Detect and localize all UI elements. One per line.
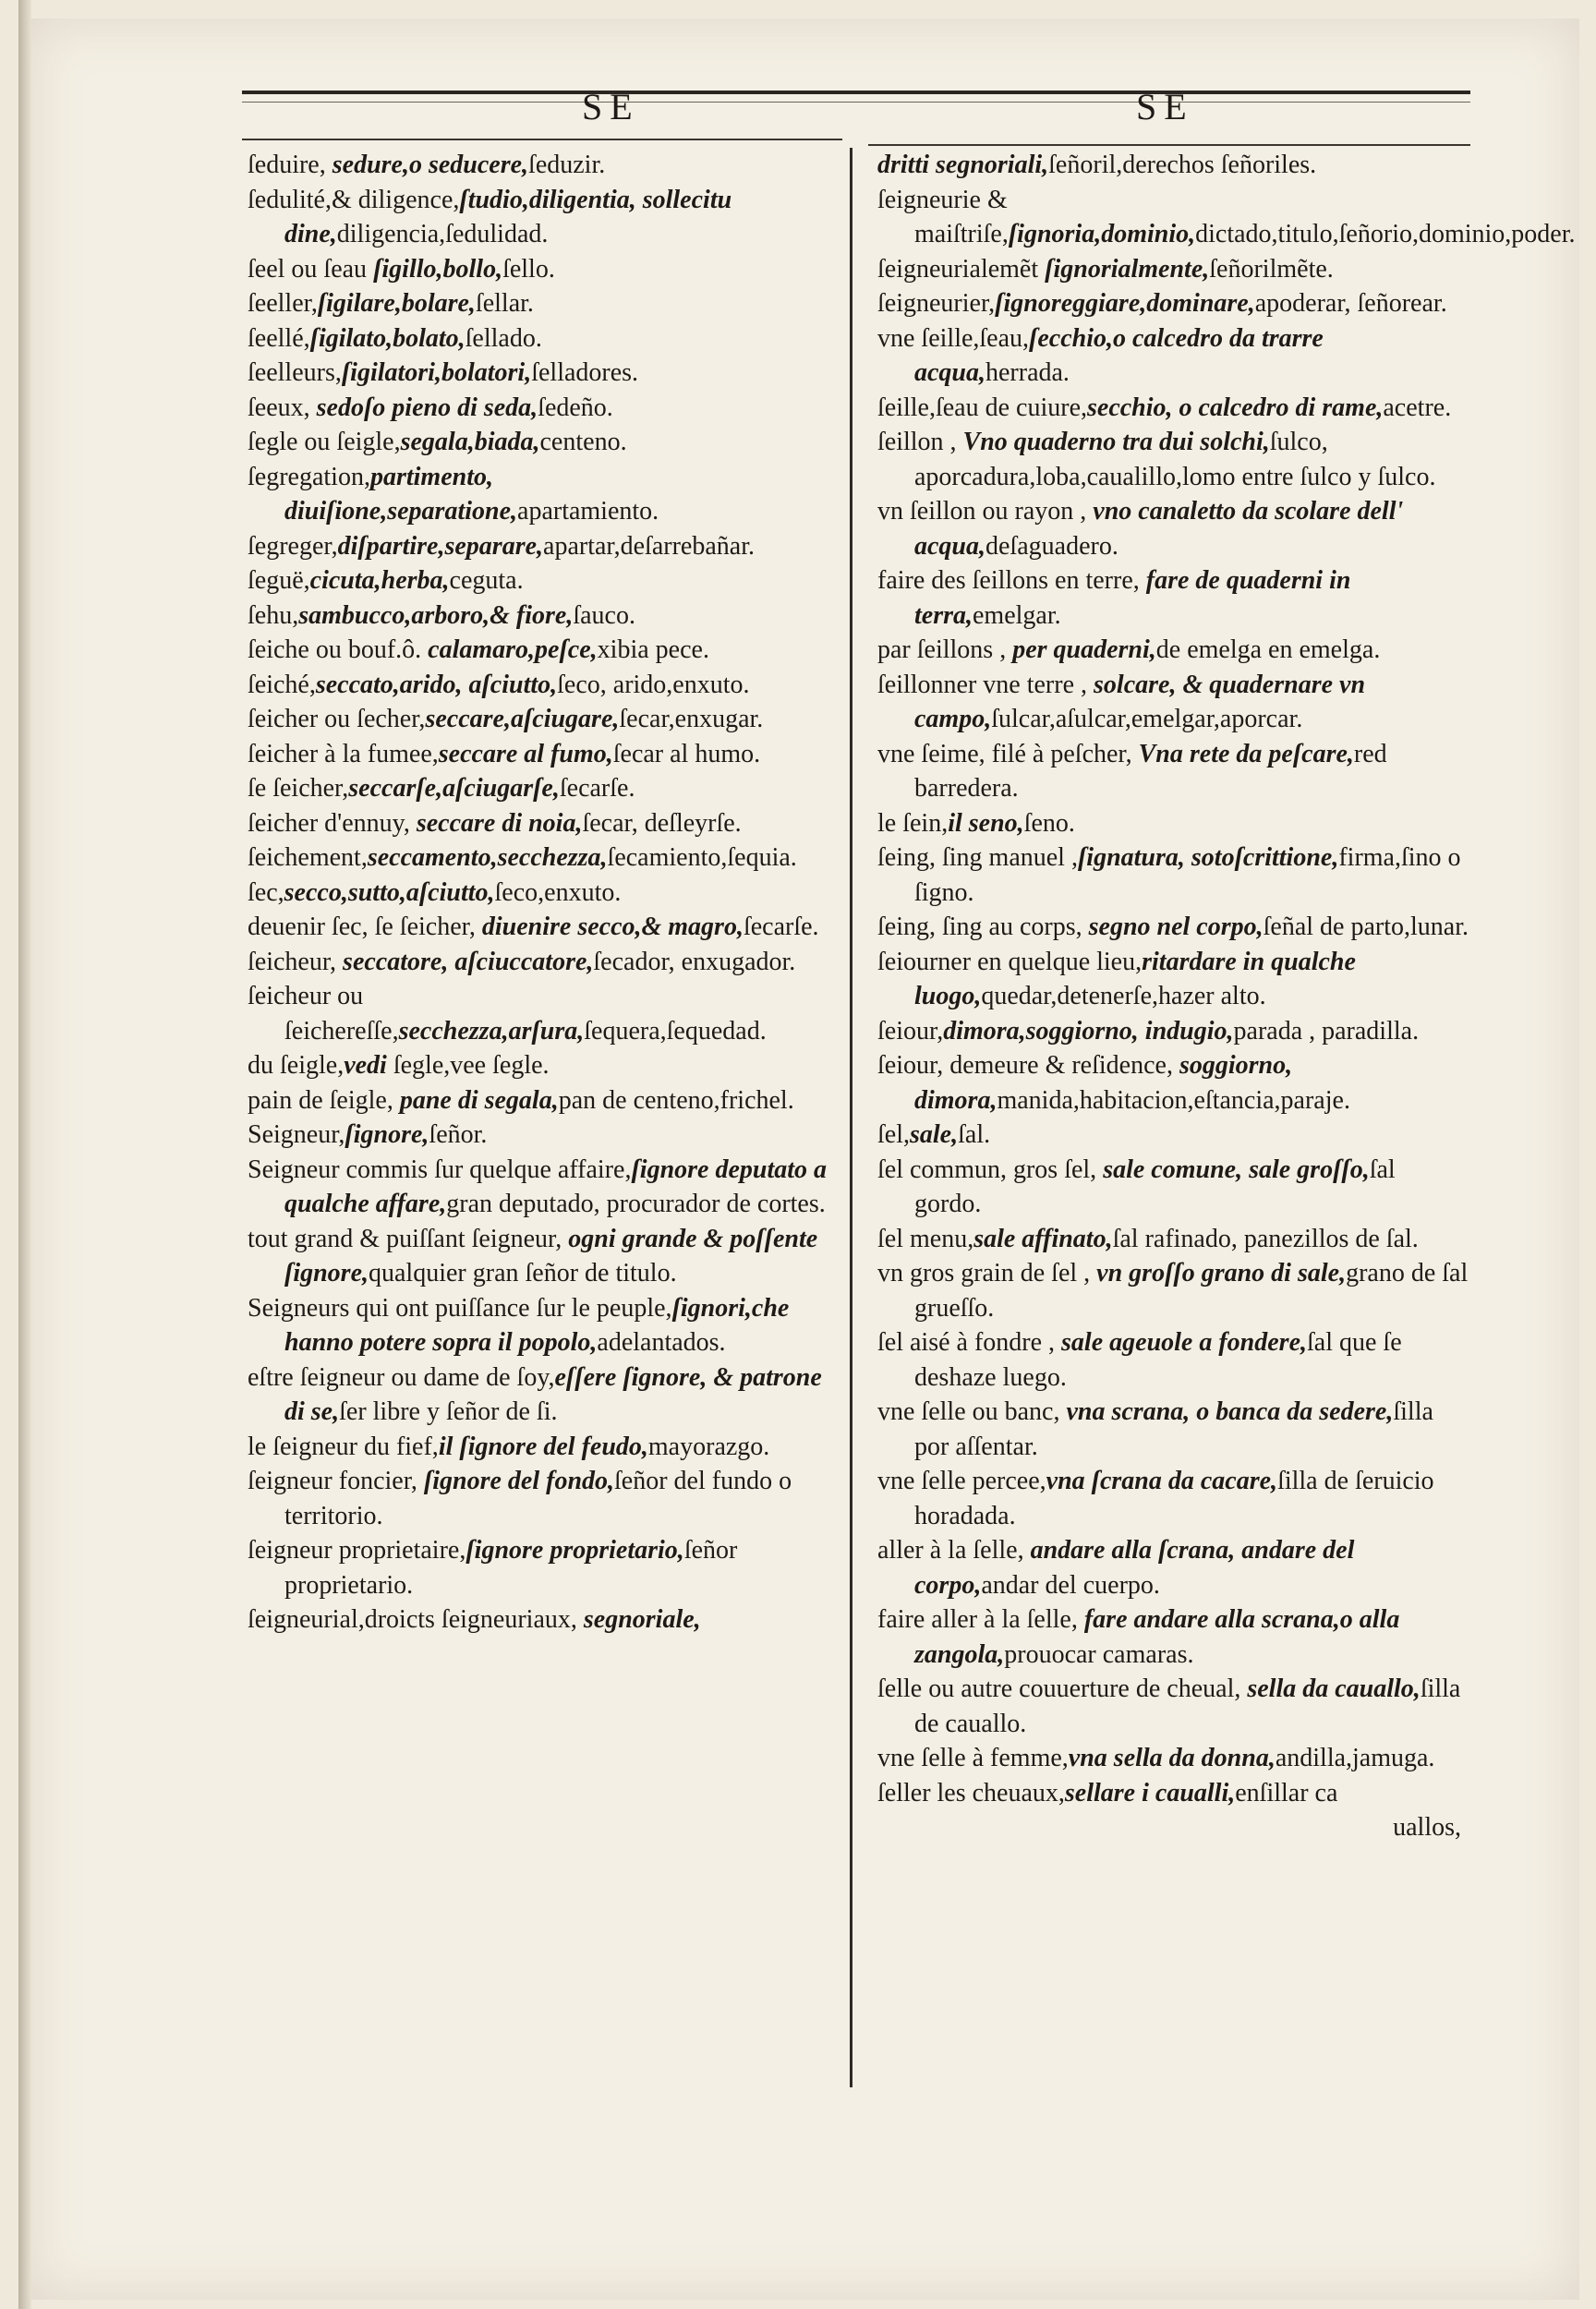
entry-spanish: ſelladores. — [531, 358, 639, 387]
entry-italian: sambucco,arboro,& fiore, — [298, 600, 574, 630]
entry-italian: vno canaletto da scolare dell' acqua, — [914, 497, 1404, 561]
entry-spanish: ſeco,enxuto. — [494, 877, 622, 907]
dictionary-entry — [877, 1533, 1469, 1602]
entry-spanish: ſulco, aporcadura,loba,caualillo,lomo entre ſulco y ſulco. — [914, 428, 1436, 491]
entry-italian: dritti segnoriali, — [877, 151, 1049, 179]
entry-french: vne ſelle percee, — [877, 1467, 1046, 1495]
running-head-right: SE — [1136, 86, 1194, 127]
dictionary-entry — [877, 1118, 1469, 1153]
entry-french: du ſeigle, — [248, 1051, 345, 1080]
dictionary-entry — [877, 1222, 1469, 1257]
entry-french: ſeicheur, — [248, 947, 344, 976]
entry-spanish: ſeco, arido,enxuto. — [557, 670, 750, 699]
entry-italian: ſigilatori,bolatori, — [341, 358, 532, 387]
entry-italian: sale, — [910, 1120, 959, 1149]
entry-french: ſeicher ou ſecher, — [248, 705, 426, 733]
entry-spanish: ſilla de ſeruicio horadada. — [914, 1467, 1434, 1530]
entry-spanish: quedar,detenerſe,hazer alto. — [981, 982, 1266, 1010]
entry-spanish: ſeñor. — [429, 1120, 488, 1149]
entry-french: deuenir ſec, ſe ſeicher, — [248, 913, 482, 941]
dictionary-entry — [248, 598, 839, 634]
dictionary-entry — [248, 1291, 839, 1360]
entry-french: ſeiché, — [248, 670, 316, 699]
dictionary-entry — [877, 563, 1469, 633]
entry-french: ſeicher d'ennuy, — [248, 808, 417, 838]
entry-italian: sella da cauallo, — [1247, 1674, 1421, 1703]
dictionary-entry — [248, 425, 839, 460]
entry-italian: seccatore, aſciuccatore, — [343, 947, 594, 976]
entry-spanish: ſal que ſe deshaze luego. — [914, 1328, 1402, 1392]
left-column — [248, 148, 839, 1638]
dictionary-entry — [877, 183, 1576, 252]
entry-spanish: ſauco. — [573, 600, 635, 630]
entry-french: vne ſeille,ſeau, — [877, 323, 1030, 353]
entry-italian: partimento, diuiſione,separatione, — [284, 462, 518, 526]
entry-spanish: ſeñor del fundo o territorio. — [284, 1467, 792, 1530]
entry-italian: Vno quaderno tra dui solchi, — [962, 428, 1270, 456]
entry-french: ſegreger, — [248, 531, 338, 561]
entry-italian: ſignore, — [345, 1120, 429, 1149]
entry-french: aller à la ſelle, — [877, 1536, 1031, 1565]
dictionary-entry — [248, 286, 839, 321]
entry-french: le ſein, — [877, 808, 949, 838]
dictionary-entry — [877, 737, 1469, 806]
entry-italian: ſecchio,o calcedro da trarre acqua, — [914, 323, 1324, 387]
dictionary-entry — [877, 1325, 1469, 1395]
entry-italian: vna scrana, o banca da sedere, — [1066, 1397, 1394, 1426]
dictionary-entry — [248, 668, 839, 703]
entry-spanish: andilla,jamuga. — [1275, 1744, 1435, 1772]
entry-italian: ſtudio,diligentia, sollecitu dine, — [284, 185, 732, 248]
entry-italian: dimora,soggiorno, indugio, — [943, 1016, 1234, 1046]
entry-french: faire aller à la ſelle, — [877, 1605, 1084, 1634]
entry-spanish: ſeñal de parto,lunar. — [1263, 913, 1469, 941]
entry-spanish: manida,habitacion,eſtancia,paraje. — [997, 1085, 1350, 1115]
dictionary-entry — [877, 425, 1469, 494]
entry-french: ſel aisé à fondre , — [877, 1328, 1062, 1357]
dictionary-entry — [877, 1014, 1469, 1049]
entry-spanish: gran deputado, procurador de cortes. — [446, 1190, 826, 1218]
entry-spanish: ſeñoril,derechos ſeñoriles. — [1048, 151, 1317, 179]
entry-spanish: emelgar. — [973, 600, 1061, 630]
entry-french: ſedulité,& diligence, — [248, 185, 460, 214]
entry-italian: eſſere ſignore, & patrone di se, — [284, 1362, 822, 1426]
entry-italian: calamaro,peſce, — [428, 635, 598, 664]
entry-spanish: apartar,deſarrebañar. — [543, 531, 755, 561]
dictionary-entry — [877, 321, 1469, 391]
entry-italian: diſpartire,separare, — [337, 531, 544, 561]
entry-spanish: ſello. — [502, 254, 555, 284]
entry-french: ſeichement, — [248, 843, 368, 872]
dictionary-entry — [248, 252, 839, 287]
entry-italian: ogni grande & poſſente ſignore, — [284, 1224, 818, 1287]
dictionary-entry — [248, 460, 839, 529]
entry-french: ſeiour, — [877, 1016, 944, 1046]
entry-spanish: pan de centeno,frichel. — [558, 1085, 794, 1115]
entry-italian: vna sella da donna, — [1068, 1744, 1276, 1772]
dictionary-entry — [248, 633, 839, 668]
entry-spanish: ſecarſe. — [559, 774, 635, 803]
entry-italian: sale ageuole a fondere, — [1061, 1328, 1307, 1357]
entry-french: tout grand & puiſſant ſeigneur, — [248, 1224, 569, 1253]
entry-italian: vna ſcrana da cacare, — [1046, 1467, 1278, 1495]
entry-spanish: ſecador, enxugador. — [593, 947, 796, 976]
dictionary-entry — [248, 737, 839, 772]
dictionary-entry — [248, 321, 839, 357]
entry-spanish: ſer libre y ſeñor de ſi. — [339, 1397, 558, 1426]
dictionary-entry — [248, 1533, 839, 1602]
entry-italian: segala,biada, — [400, 428, 540, 456]
dictionary-entry — [248, 391, 839, 426]
entry-french: par ſeillons , — [877, 635, 1013, 664]
entry-french: ſeeux, — [248, 393, 317, 422]
entry-spanish: acetre. — [1383, 393, 1452, 422]
entry-italian: seccare di noia, — [416, 808, 583, 838]
dictionary-entry — [877, 148, 1469, 183]
dictionary-entry — [877, 1464, 1469, 1533]
dictionary-entry — [877, 945, 1469, 1014]
dictionary-entry — [877, 1395, 1469, 1464]
dictionary-entry — [877, 1741, 1469, 1776]
entry-french: ſeigneur proprietaire, — [248, 1536, 466, 1565]
entry-italian: ſignoria,dominio, — [1008, 220, 1196, 248]
dictionary-entry — [877, 286, 1469, 321]
entry-italian: sedoſo pieno di seda, — [316, 393, 538, 422]
entry-french: ſeiourner en quelque lieu, — [877, 947, 1143, 976]
entry-french: ſeigneur foncier, — [248, 1467, 424, 1495]
entry-italian: pane di segala, — [399, 1085, 559, 1115]
entry-italian: ſignoreggiare,dominare, — [995, 289, 1255, 318]
entry-italian: segnoriale, — [583, 1605, 701, 1634]
running-head-left: SE — [582, 86, 640, 127]
entry-spanish: ſecar, deſleyrſe. — [582, 808, 742, 838]
entry-italian: ſignatura, sotoſcrittione, — [1077, 843, 1339, 872]
entry-spanish: adelantados. — [597, 1328, 726, 1357]
dictionary-entry — [877, 910, 1469, 945]
dictionary-entry — [248, 1464, 839, 1533]
entry-spanish: diligencia,ſedulidad. — [336, 220, 549, 248]
entry-spanish: enſillar ca — [1235, 1778, 1338, 1807]
entry-spanish: ſeñorilmẽte. — [1209, 254, 1334, 284]
entry-italian: secco,sutto,aſciutto, — [284, 877, 495, 907]
entry-french: ſeelleurs, — [248, 358, 342, 387]
dictionary-entry — [248, 1118, 839, 1153]
entry-italian: ſigilare,bolare, — [317, 289, 476, 318]
entry-spanish: apoderar, ſeñorear. — [1254, 289, 1447, 318]
dictionary-entry — [248, 148, 839, 183]
entry-french: ſeicher à la fumee, — [248, 739, 439, 768]
entry-italian: il ſignore del feudo, — [438, 1432, 648, 1461]
dictionary-entry — [877, 840, 1469, 910]
entry-italian: segno nel corpo, — [1088, 913, 1264, 941]
dictionary-entry — [248, 1153, 839, 1222]
entry-spanish: xibia pece. — [597, 635, 709, 664]
entry-italian: ſignorialmente, — [1045, 254, 1210, 284]
entry-french: ſeigneurial,droicts ſeigneuriaux, — [248, 1605, 584, 1634]
entry-french: ſeduire, — [248, 151, 332, 179]
entry-spanish: dictado,titulo,ſeñorio,dominio,poder. — [1195, 220, 1576, 248]
entry-spanish: red barredera. — [914, 739, 1387, 803]
entry-french: ſec, — [248, 877, 284, 907]
entry-spanish: ſecamiento,ſequia. — [607, 843, 797, 872]
entry-french: eſtre ſeigneur ou dame de ſoy, — [248, 1362, 555, 1392]
entry-french: ſel, — [877, 1120, 910, 1149]
entry-french: ſeeller, — [248, 289, 318, 318]
dictionary-entry — [248, 529, 839, 564]
dictionary-entry — [248, 945, 839, 980]
entry-french: faire des ſeillons en terre, — [877, 566, 1146, 595]
dictionary-entry — [877, 1602, 1469, 1672]
entry-italian: ſigillo,bollo, — [373, 254, 503, 284]
dictionary-entry — [877, 1048, 1469, 1118]
entry-french: ſeguë, — [248, 566, 310, 595]
entry-french: ſehu, — [248, 600, 299, 630]
dictionary-entry — [248, 1602, 839, 1638]
entry-spanish: parada , paradilla. — [1233, 1016, 1420, 1046]
entry-french: ſelle ou autre couuerture de cheual, — [877, 1674, 1248, 1703]
entry-spanish: andar del cuerpo. — [981, 1570, 1160, 1600]
entry-italian: sedure,o seducere, — [332, 151, 529, 179]
entry-french: pain de ſeigle, — [248, 1085, 400, 1115]
entry-italian: ſignore del fondo, — [423, 1467, 615, 1495]
entry-spanish: prouocar camaras. — [1004, 1639, 1194, 1669]
dictionary-entry — [877, 633, 1469, 668]
entry-italian: andare alla ſcrana, andare del corpo, — [914, 1536, 1355, 1600]
entry-italian: ſigilato,bolato, — [309, 323, 466, 353]
entry-spanish: firma,ſino o ſigno. — [914, 843, 1461, 907]
entry-italian: per quaderni, — [1012, 635, 1156, 664]
entry-french: ſeing, ſing manuel , — [877, 843, 1078, 872]
dictionary-entry — [248, 979, 839, 1048]
entry-italian: fare de quaderni in terra, — [914, 566, 1351, 630]
entry-italian: fare andare alla scrana,o alla zangola, — [914, 1605, 1400, 1669]
header-rule — [242, 91, 1470, 94]
entry-french: vne ſelle à femme, — [877, 1744, 1069, 1772]
entry-spanish: qualquier gran ſeñor de titulo. — [369, 1259, 677, 1287]
entry-italian: Vna rete da peſcare, — [1138, 739, 1354, 768]
dictionary-entry — [877, 1256, 1469, 1325]
entry-french: ſeiche ou bouf.ô. — [248, 635, 429, 664]
entry-french: ſe ſeicher, — [248, 774, 349, 803]
dictionary-entry — [877, 1776, 1469, 1811]
entry-french: vne ſeime, filé à peſcher, — [877, 739, 1139, 768]
entry-italian: secchio, o calcedro di rame, — [1087, 393, 1384, 422]
entry-french: ſeigneurier, — [877, 289, 996, 318]
entry-french: ſeller les cheuaux, — [877, 1778, 1065, 1807]
entry-spanish: ſequera,ſequedad. — [584, 1016, 767, 1046]
entry-french: vn gros grain de ſel , — [877, 1259, 1097, 1287]
entry-spanish: ſeno. — [1023, 808, 1075, 838]
entry-french: ſeel ou ſeau — [248, 254, 374, 284]
entry-spanish: ſedeño. — [538, 393, 613, 422]
entry-french: ſeillonner vne terre , — [877, 670, 1094, 699]
dictionary-entry — [248, 702, 839, 737]
column-tail-word: uallos, — [1393, 1813, 1461, 1842]
entry-italian: sellare i caualli, — [1064, 1778, 1236, 1807]
dictionary-entry — [248, 840, 839, 876]
dictionary-entry — [877, 806, 1469, 841]
dictionary-entry — [248, 771, 839, 806]
entry-italian: ritardare in qualche luogo, — [914, 947, 1356, 1010]
entry-spanish: deſaguadero. — [985, 531, 1118, 561]
column-rule-right — [868, 144, 1470, 146]
entry-spanish: ſal gordo. — [914, 1154, 1396, 1218]
entry-french: ſel menu, — [877, 1224, 974, 1253]
entry-spanish: centeno. — [539, 428, 627, 456]
entry-spanish: ſeduzir. — [528, 151, 606, 179]
entry-italian: solcare, & quadernare vn campo, — [914, 670, 1366, 733]
entry-italian: il seno, — [948, 808, 1024, 838]
entry-spanish: ſulcar,aſulcar,emelgar,aporcar. — [991, 705, 1303, 733]
entry-italian: diuenire secco,& magro, — [481, 913, 744, 941]
right-column — [877, 148, 1576, 1845]
entry-french: vn ſeillon ou rayon , — [877, 497, 1094, 526]
dictionary-entry — [248, 356, 839, 391]
entry-italian: seccarſe,aſciugarſe, — [348, 774, 560, 803]
entry-italian: vedi — [344, 1051, 393, 1080]
entry-spanish: ſellar. — [475, 289, 534, 318]
entry-french: ſeillon , — [877, 428, 963, 456]
entry-italian: ſignore proprietario, — [466, 1536, 684, 1565]
entry-italian: ſignori,che hanno potere sopra il popolo, — [284, 1293, 790, 1357]
entry-spanish: ſal rafinado, panezillos de ſal. — [1112, 1224, 1419, 1253]
dictionary-entry — [248, 876, 839, 911]
entry-italian: sale comune, sale groſſo, — [1103, 1154, 1370, 1184]
dictionary-entry — [248, 1083, 839, 1118]
entry-french: ſeiour, demeure & reſidence, — [877, 1051, 1179, 1080]
dictionary-entry — [248, 563, 839, 598]
dictionary-entry — [248, 910, 839, 945]
entry-french: ſegle ou ſeigle, — [248, 428, 401, 456]
dictionary-entry — [877, 1672, 1469, 1741]
entry-spanish: ceguta. — [449, 566, 524, 595]
entry-french: ſegregation, — [248, 462, 370, 491]
dictionary-entry — [248, 183, 839, 252]
entry-italian: sale affinato, — [973, 1224, 1113, 1253]
entry-french: le ſeigneur du fief, — [248, 1432, 439, 1461]
entry-spanish: ſecar al humo. — [612, 739, 761, 768]
header-rule-thin — [242, 102, 1470, 103]
dictionary-entry — [248, 1048, 839, 1083]
column-divider — [850, 148, 852, 2087]
entry-italian: seccare al fumo, — [438, 739, 613, 768]
dictionary-entry — [248, 806, 839, 841]
entry-french: ſeellé, — [248, 323, 310, 353]
entry-spanish: de emelga en emelga. — [1155, 635, 1381, 664]
binding-edge — [18, 0, 31, 2309]
entry-spanish: ſellado. — [465, 323, 542, 353]
entry-italian: cicuta,herba, — [309, 566, 450, 595]
entry-italian: soggiorno, dimora, — [914, 1051, 1293, 1115]
entry-french: ſel commun, gros ſel, — [877, 1154, 1104, 1184]
entry-italian: secchezza,arſura, — [398, 1016, 585, 1046]
entry-spanish: grano de ſal grueſſo. — [914, 1259, 1469, 1323]
entry-french: Seigneur commis ſur quelque affaire, — [248, 1154, 632, 1184]
entry-spanish: apartamiento. — [517, 497, 659, 526]
dictionary-entry — [248, 1430, 839, 1465]
column-rule-left — [242, 139, 842, 140]
entry-spanish: ſilla por aſſentar. — [914, 1397, 1433, 1461]
entry-spanish: ſecarſe. — [743, 913, 819, 941]
entry-french: vne ſelle ou banc, — [877, 1397, 1067, 1426]
dictionary-entry — [248, 1222, 839, 1291]
dictionary-entry — [877, 252, 1469, 287]
dictionary-entry — [877, 1153, 1469, 1222]
entry-italian: vn groſſo grano di sale, — [1096, 1259, 1347, 1287]
entry-french: ſeing, ſing au corps, — [877, 913, 1089, 941]
entry-italian: seccare,aſciugare, — [425, 705, 620, 733]
entry-spanish: ſecar,enxugar. — [619, 705, 764, 733]
entry-spanish: ſilla de cauallo. — [914, 1674, 1461, 1738]
dictionary-entry — [877, 668, 1469, 737]
entry-spanish: mayorazgo. — [647, 1432, 770, 1461]
entry-spanish: herrada. — [985, 358, 1070, 387]
entry-french: ſeigneurialemẽt — [877, 254, 1046, 284]
dictionary-entry — [877, 494, 1469, 563]
entry-french: ſeicheur ou ſeichereſſe, — [248, 982, 399, 1046]
entry-french: ſeille,ſeau de cuiure, — [877, 393, 1087, 422]
dictionary-entry — [877, 391, 1469, 426]
entry-spanish: ſegle,vee ſegle. — [393, 1051, 550, 1080]
entry-french: Seigneurs qui ont puiſſance ſur le peuple, — [248, 1293, 672, 1323]
entry-spanish: ſal. — [958, 1120, 991, 1149]
entry-french: ſeigneurie & maiſtriſe, — [877, 185, 1009, 248]
dictionary-entry — [248, 1360, 839, 1430]
entry-italian: ſignore deputato a qualche affare, — [284, 1154, 828, 1218]
entry-italian: seccato,arido, aſciutto, — [315, 670, 558, 699]
entry-french: Seigneur, — [248, 1120, 345, 1149]
entry-spanish: ſeñor proprietario. — [284, 1536, 738, 1600]
entry-italian: seccamento,secchezza, — [367, 843, 608, 872]
